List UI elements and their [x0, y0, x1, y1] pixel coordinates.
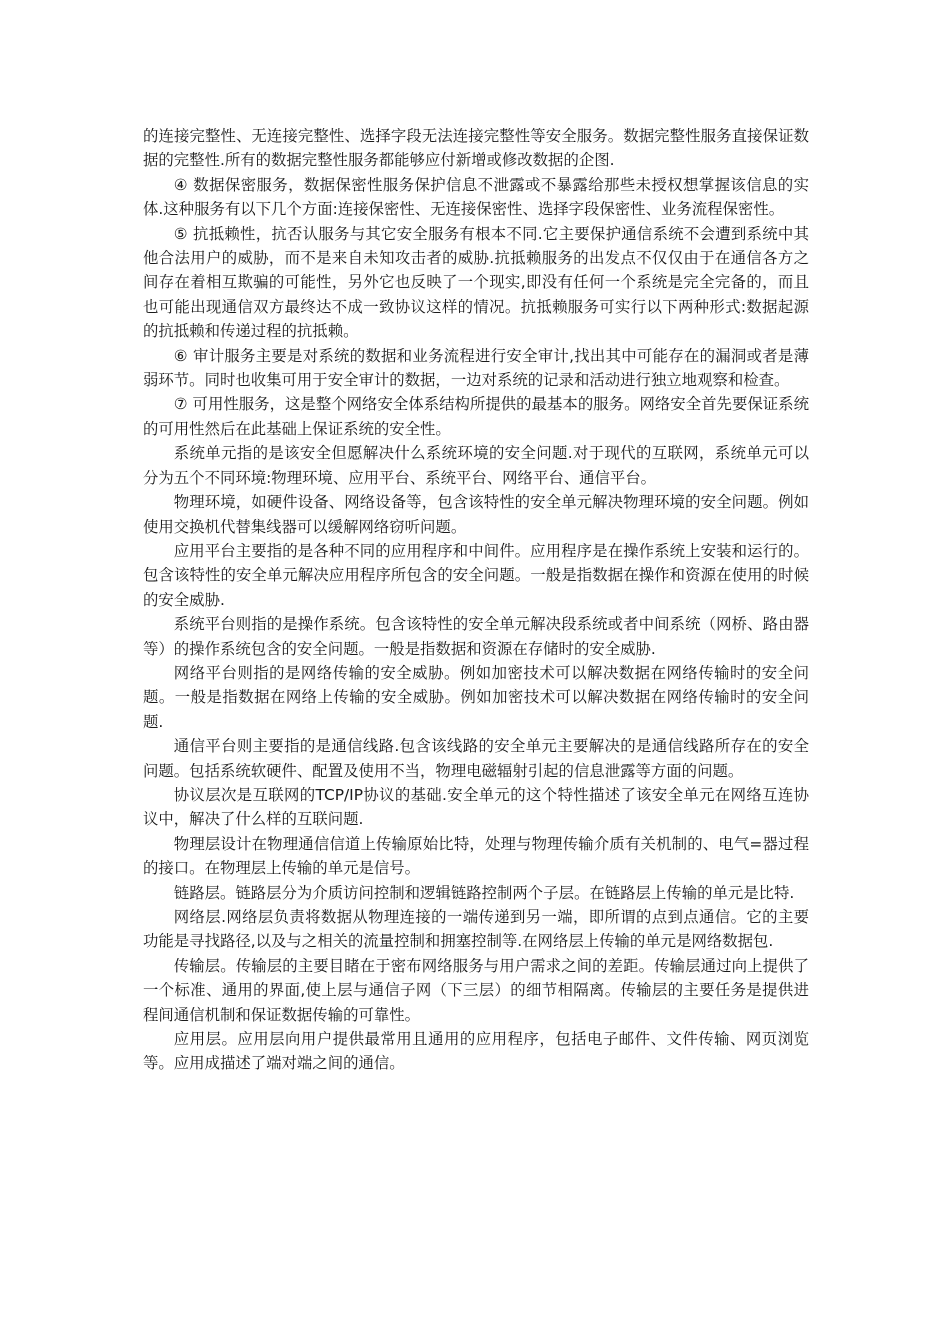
paragraph-availability: ⑦ 可用性服务，这是整个网络安全体系结构所提供的最基本的服务。网络安全首先要保证系统的可用性然后在此基础上保证系统的安全性。 [143, 395, 809, 438]
paragraph-network-platform: 网络平台则指的是网络传输的安全威胁。例如加密技术可以解决数据在网络传输时的安全问题。一般是指数据在网络上传输的安全威胁。例如加密技术可以解决数据在网络传输时的安全问题. [143, 663, 809, 731]
paragraph-audit: ⑥ 审计服务主要是对系统的数据和业务流程进行安全审计,找出其中可能存在的漏洞或者是薄弱环节。同时也收集可用于安全审计的数据，一边对系统的记录和活动进行独立地观察和检查。 [143, 346, 809, 390]
paragraph-application-platform: 应用平台主要指的是各种不同的应用程序和中间件。应用程序是在操作系统上安装和运行的。包含该特性的安全单元解决应用程序所包含的安全问题。一般是指数据在操作和资源在使用的时候的安全威胁. [143, 541, 809, 609]
paragraph-system-unit: 系统单元指的是该安全但愿解决什么系统环境的安全问题.对于现代的互联网，系统单元可以分为五个不同环境:物理环境、应用平台、系统平台、网络平台、通信平台。 [143, 444, 809, 487]
paragraph-communication-platform: 通信平台则主要指的是通信线路.包含该线路的安全单元主要解决的是通信线路所存在的安全问题。包括系统软硬件、配置及使用不当，物理电磁辐射引起的信息泄露等方面的问题。 [143, 737, 809, 780]
paragraph-non-repudiation: ⑤ 抗抵赖性，抗否认服务与其它安全服务有根本不同.它主要保护通信系统不会遭到系统中其他合法用户的威胁，而不是来自未知攻击者的威胁.抗抵赖服务的出发点不仅仅由于在通信各方之间存在着相互欺骗的可能性，另外它也反映了一个现实,即没有任何一个系统是完全完备的，而且也可能出现通信双方最终达不成一致协议这样的情况。抗抵赖服务可实行以下两种形式:数据起源的抗抵赖和传递过程的抗抵赖。 [143, 224, 809, 341]
paragraph-protocol-layers: 协议层次是互联网的TCP/IP协议的基础.安全单元的这个特性描述了该安全单元在网络互连协议中，解决了什么样的互联问题. [143, 785, 809, 829]
paragraph-integrity-continued: 的连接完整性、无连接完整性、选择字段无法连接完整性等安全服务。数据完整性服务直接保证数据的完整性.所有的数据完整性服务都能够应付新增或修改数据的企图. [143, 127, 809, 170]
paragraph-transport-layer: 传输层。传输层的主要目睹在于密布网络服务与用户需求之间的差距。传输层通过向上提供了一个标准、通用的界面,使上层与通信子网（下三层）的细节相隔离。传输层的主要任务是提供进程间通信机制和保证数据传输的可靠性。 [143, 956, 809, 1024]
paragraph-network-layer: 网络层.网络层负责将数据从物理连接的一端传递到另一端，即所谓的点到点通信。它的主要功能是寻找路径,以及与之相关的流量控制和拥塞控制等.在网络层上传输的单元是网络数据包. [143, 908, 809, 951]
paragraph-physical-environment: 物理环境，如硬件设备、网络设备等，包含该特性的安全单元解决物理环境的安全问题。例如使用交换机代替集线器可以缓解网络窃听问题。 [143, 493, 809, 536]
document-page [143, 124, 809, 1076]
paragraph-link-layer: 链路层。链路层分为介质访问控制和逻辑链路控制两个子层。在链路层上传输的单元是比特. [173, 883, 795, 902]
paragraph-application-layer: 应用层。应用层向用户提供最常用且通用的应用程序，包括电子邮件、文件传输、网页浏览等。应用成描述了端对端之间的通信。 [143, 1030, 809, 1073]
paragraph-system-platform: 系统平台则指的是操作系统。包含该特性的安全单元解决段系统或者中间系统（网桥、路由器等）的操作系统包含的安全问题。一般是指数据和资源在存储时的安全威胁. [143, 615, 809, 658]
paragraph-physical-layer: 物理层设计在物理通信信道上传输原始比特，处理与物理传输介质有关机制的、电气=器过程的接口。在物理层上传输的单元是信号。 [143, 834, 809, 878]
paragraph-confidentiality: ④ 数据保密服务，数据保密性服务保护信息不泄露或不暴露给那些未授权想掌握该信息的实体.这种服务有以下几个方面:连接保密性、无连接保密性、选择字段保密性、业务流程保密性。 [143, 175, 809, 219]
